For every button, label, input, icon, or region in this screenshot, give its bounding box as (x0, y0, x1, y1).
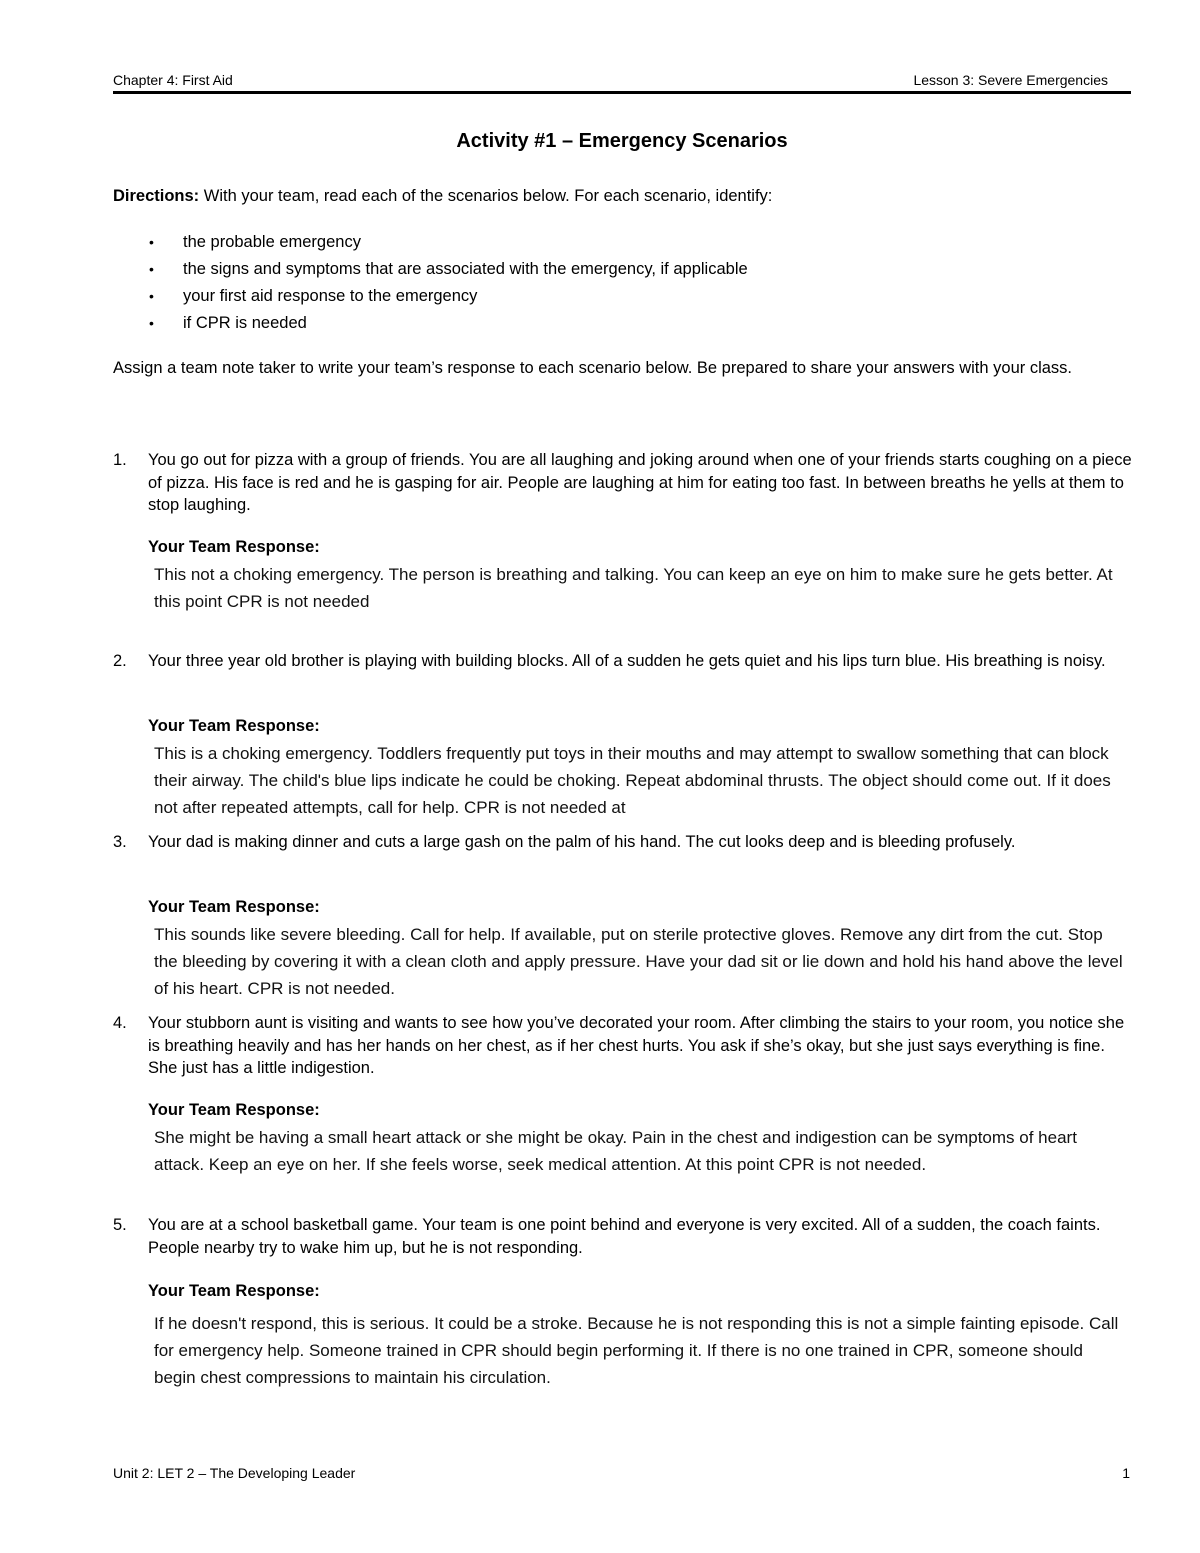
chapter-label: Chapter 4: First Aid (113, 72, 233, 88)
bullet-icon: • (149, 234, 154, 250)
page-number: 1 (1122, 1465, 1130, 1481)
scenario-text: Your stubborn aunt is visiting and wants to see how you’ve decorated your room. After climbing the stairs to your room, you notice she is breathing heavily and has her hands on her chest, as if her chest hurts. You ask if she’s okay, but she just says everything is fine. She just has a little indigestion. (148, 1014, 1125, 1077)
identify-list (113, 229, 1113, 337)
scenario-number: 1. (113, 451, 127, 469)
response-label: Your Team Response: (148, 898, 320, 916)
response-text: She might be having a small heart attack or she might be okay. Pain in the chest and indigestion can be symptoms of heart attack. Keep an eye on her. If she feels worse, seek medical attention. At this point CPR is not needed. (154, 1128, 1077, 1174)
assign-paragraph: Assign a team note taker to write your team’s response to each scenario below. Be prepared to share your answers with your class. (113, 359, 1073, 377)
scenario-number: 4. (113, 1014, 127, 1032)
unit-label: Unit 2: LET 2 – The Developing Leader (113, 1465, 356, 1481)
response-text: If he doesn't respond, this is serious. It could be a stroke. Because he is not responding this is not a simple fainting episode. Call for emergency help. Someone trained in CPR should begin performing it. If there is no one trained in CPR, someone should begin chest compressions to maintain his circulation. (154, 1314, 1119, 1387)
response-label: Your Team Response: (148, 538, 320, 556)
response-text: This is a choking emergency. Toddlers frequently put toys in their mouths and may attempt to swallow something that can block their airway. The child's blue lips indicate he could be choking. Repeat abdominal thrusts. The object should come out. If it does not after repeated attempts, call for help. CPR is not needed at (154, 744, 1111, 817)
response-text: This sounds like severe bleeding. Call for help. If available, put on sterile protective gloves. Remove any dirt from the cut. Stop the bleeding by covering it with a clean cloth and apply pressure. Have your dad sit or lie down and hold his hand above the level of his heart. CPR is not needed. (154, 925, 1123, 998)
response-label: Your Team Response: (148, 1101, 320, 1119)
response-label: Your Team Response: (148, 717, 320, 735)
bullet-icon: • (149, 288, 154, 304)
scenario-number: 2. (113, 652, 127, 670)
scenario-text: Your dad is making dinner and cuts a large gash on the palm of his hand. The cut looks deep and is bleeding profusely. (148, 833, 1016, 851)
scenario-text: You go out for pizza with a group of friends. You are all laughing and joking around when one of your friends starts coughing on a piece of pizza. His face is red and he is gasping for air. People are laughing at him for eating too fast. In between breaths he yells at them to stop laughing. (148, 451, 1132, 514)
page-header (113, 72, 1130, 92)
lesson-label: Lesson 3: Severe Emergencies (913, 72, 1108, 88)
directions-label: Directions: (113, 187, 200, 205)
list-item: • if CPR is needed (113, 310, 1113, 337)
bullet-icon: • (149, 315, 154, 331)
bullet-icon: • (149, 261, 154, 277)
list-item: • the probable emergency (113, 229, 1113, 256)
header-rule (113, 91, 1131, 94)
response-text: This not a choking emergency. The person is breathing and talking. You can keep an eye on him to make sure he gets better. At this point CPR is not needed (154, 565, 1113, 611)
scenario-number: 3. (113, 833, 127, 851)
list-item: • your first aid response to the emergency (113, 283, 1113, 310)
page-title: Activity #1 – Emergency Scenarios (456, 130, 788, 152)
response-label: Your Team Response: (148, 1282, 320, 1300)
directions-text: With your team, read each of the scenarios below. For each scenario, identify: (199, 187, 773, 205)
scenario-text: Your three year old brother is playing with building blocks. All of a sudden he gets quiet and his lips turn blue. His breathing is noisy. (148, 652, 1106, 670)
list-item: • the signs and symptoms that are associated with the emergency, if applicable (113, 256, 1113, 283)
scenario-number: 5. (113, 1216, 127, 1234)
scenario-text: You are at a school basketball game. Your team is one point behind and everyone is very excited. All of a sudden, the coach faints. People nearby try to wake him up, but he is not responding. (148, 1216, 1101, 1257)
directions (113, 185, 1131, 208)
